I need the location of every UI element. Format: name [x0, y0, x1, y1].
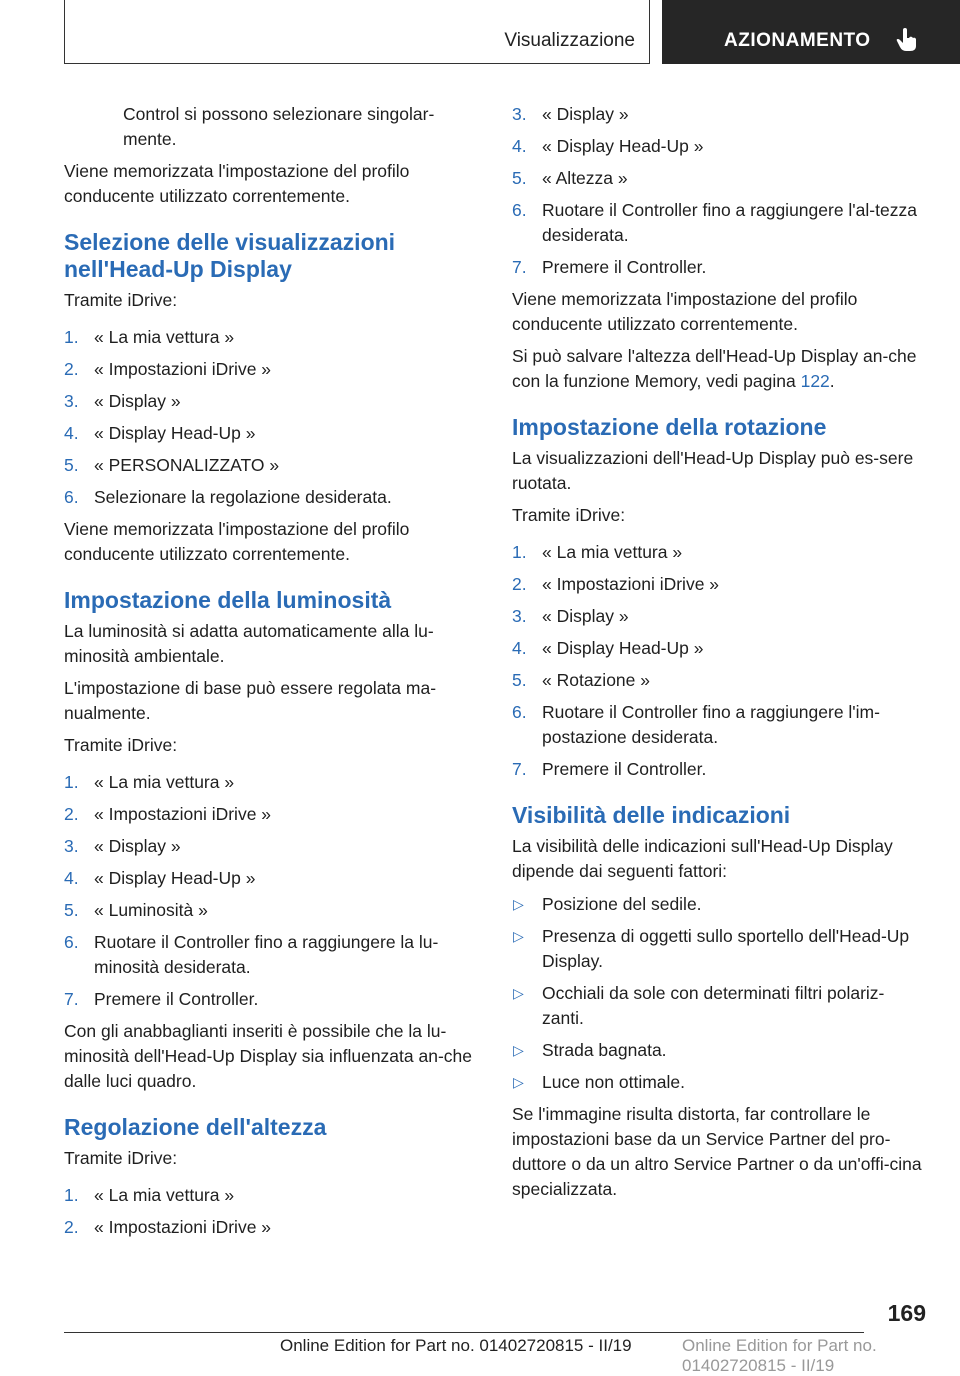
section-note: Viene memorizzata l'impostazione del profilo conducente utilizzato correntemente.: [64, 519, 410, 564]
step-item: [64, 930, 478, 980]
step-item: [64, 898, 478, 923]
step-item: [64, 389, 478, 414]
factor-text: Strada bagnata.: [542, 1040, 667, 1060]
step-item: [64, 421, 478, 446]
step-text: « Display »: [542, 104, 629, 124]
step-text: Premere il Controller.: [542, 257, 707, 277]
step-item: [512, 255, 926, 280]
left-column: [64, 102, 478, 1247]
step-item: [512, 198, 926, 248]
step-number: 6.: [64, 932, 79, 952]
step-text: « Display »: [94, 391, 181, 411]
step-text: « La mia vettura »: [94, 327, 235, 347]
section-heading-brightness: Impostazione della luminosità: [64, 587, 392, 613]
step-text: « Impostazioni iDrive »: [94, 804, 272, 824]
steps-list: [64, 325, 478, 510]
step-number: 3.: [64, 391, 79, 411]
step-text: « La mia vettura »: [94, 772, 235, 792]
right-column: [512, 102, 926, 1209]
page-number: 169: [887, 1300, 926, 1326]
step-text: Ruotare il Controller fino a raggiungere la lu-minosità desiderata.: [94, 932, 439, 977]
step-item: [512, 700, 926, 750]
step-item: [512, 757, 926, 782]
factor-item: [512, 924, 926, 974]
step-text: « PERSONALIZZATO »: [94, 455, 280, 475]
closing-note: Se l'immagine risulta distorta, far controllare le impostazioni base da un Service Partner del pro-duttore o da un altro Service Partner o da un'offi-cina specializzata.: [512, 1104, 922, 1199]
factor-item: [512, 1070, 926, 1095]
section-tab-label: Visualizzazione: [504, 30, 635, 51]
step-item: [512, 134, 926, 159]
step-number: 4.: [512, 638, 527, 658]
factor-item: [512, 892, 926, 917]
section-heading-selection: Selezione delle visualizzazioni nell'Head-Up Display: [64, 229, 396, 282]
chapter-tab-label: AZIONAMENTO: [724, 30, 871, 51]
step-text: Selezionare la regolazione desiderata.: [94, 487, 392, 507]
section-lead: Tramite iDrive:: [512, 505, 626, 525]
step-item: [64, 453, 478, 478]
step-item: [64, 834, 478, 859]
header-tabs: [64, 0, 960, 66]
factor-text: Luce non ottimale.: [542, 1072, 686, 1092]
step-number: 4.: [64, 868, 79, 888]
step-item: [64, 987, 478, 1012]
factor-text: Posizione del sedile.: [542, 894, 702, 914]
step-item: [64, 770, 478, 795]
steps-list: [512, 102, 926, 280]
hand-pointer-icon: [896, 28, 918, 52]
section-heading-rotation: Impostazione della rotazione: [512, 414, 827, 440]
step-item: [64, 802, 478, 827]
triangle-bullet-icon: ▷: [513, 1042, 524, 1058]
section-paragraph: La luminosità si adatta automaticamente alla lu-minosità ambientale.: [64, 621, 434, 666]
triangle-bullet-icon: ▷: [513, 896, 524, 912]
step-text: « Display Head-Up »: [542, 638, 704, 658]
step-text: « Impostazioni iDrive »: [94, 359, 272, 379]
factor-text: Occhiali da sole con determinati filtri polariz-zanti.: [542, 983, 885, 1028]
step-item: [64, 325, 478, 350]
step-number: 5.: [512, 670, 527, 690]
factor-item: [512, 1038, 926, 1063]
step-item: [512, 572, 926, 597]
step-number: 6.: [512, 200, 527, 220]
section-heading-height: Regolazione dell'altezza: [64, 1114, 327, 1140]
step-item: [64, 485, 478, 510]
step-number: 5.: [64, 455, 79, 475]
step-text: « Rotazione »: [542, 670, 650, 690]
watermark: Online Edition for Part no. 01402720815 - II/19: [682, 1336, 877, 1375]
section-paragraph: La visualizzazioni dell'Head-Up Display può es-sere ruotata.: [512, 448, 914, 493]
step-number: 5.: [512, 168, 527, 188]
step-number: 6.: [64, 487, 79, 507]
page-reference-link[interactable]: 122: [800, 371, 830, 391]
section-tab: [64, 0, 650, 64]
memory-text: Si può salvare l'altezza dell'Head-Up Display an-che con la funzione Memory, vedi pagina: [512, 346, 917, 391]
step-item: [512, 636, 926, 661]
step-number: 3.: [512, 606, 527, 626]
step-item: [64, 357, 478, 382]
step-number: 7.: [64, 989, 79, 1009]
chapter-tab: [662, 0, 960, 64]
triangle-bullet-icon: ▷: [513, 1074, 524, 1090]
step-text: « Display Head-Up »: [542, 136, 704, 156]
step-text: « Display »: [94, 836, 181, 856]
section-lead: Tramite iDrive:: [64, 1148, 178, 1168]
step-text: « La mia vettura »: [94, 1185, 235, 1205]
factor-text: Presenza di oggetti sullo sportello dell'Head-Up Display.: [542, 926, 910, 971]
step-number: 1.: [64, 327, 79, 347]
step-text: « Impostazioni iDrive »: [542, 574, 720, 594]
footer-divider: [64, 1332, 864, 1333]
step-number: 1.: [64, 1185, 79, 1205]
step-number: 1.: [64, 772, 79, 792]
step-number: 4.: [512, 136, 527, 156]
steps-list: [64, 770, 478, 1012]
section-paragraph: La visibilità delle indicazioni sull'Head-Up Display dipende dai seguenti fattori:: [512, 836, 893, 881]
step-text: Ruotare il Controller fino a raggiungere l'al-tezza desiderata.: [542, 200, 917, 245]
step-text: « Impostazioni iDrive »: [94, 1217, 272, 1237]
step-item: [64, 1215, 478, 1240]
step-number: 2.: [512, 574, 527, 594]
step-number: 4.: [64, 423, 79, 443]
step-text: Premere il Controller.: [94, 989, 259, 1009]
step-item: [512, 540, 926, 565]
step-text: « Display Head-Up »: [94, 868, 256, 888]
triangle-bullet-icon: ▷: [513, 985, 524, 1001]
step-number: 1.: [512, 542, 527, 562]
step-item: [512, 668, 926, 693]
step-item: [512, 102, 926, 127]
step-number: 7.: [512, 759, 527, 779]
step-text: « Luminosità »: [94, 900, 208, 920]
step-text: Premere il Controller.: [542, 759, 707, 779]
intro-note: Viene memorizzata l'impostazione del profilo conducente utilizzato correntemente.: [64, 161, 410, 206]
section-paragraph: L'impostazione di base può essere regolata ma-nualmente.: [64, 678, 437, 723]
memory-end: .: [829, 371, 835, 391]
step-text: Ruotare il Controller fino a raggiungere l'im-postazione desiderata.: [542, 702, 880, 747]
step-text: « Display »: [542, 606, 629, 626]
step-number: 3.: [512, 104, 527, 124]
steps-list: [64, 1183, 478, 1240]
factors-list: [512, 892, 926, 1095]
step-text: « Display Head-Up »: [94, 423, 256, 443]
steps-list: [512, 540, 926, 782]
section-note: Viene memorizzata l'impostazione del profilo conducente utilizzato correntemente.: [512, 289, 858, 334]
step-item: [512, 166, 926, 191]
intro-continuation: Control si possono selezionare singolar- mente.: [123, 104, 435, 149]
section-lead: Tramite iDrive:: [64, 735, 178, 755]
memory-note: [512, 344, 926, 394]
step-number: 3.: [64, 836, 79, 856]
step-item: [64, 1183, 478, 1208]
footer-edition: Online Edition for Part no. 01402720815 - II/19: [280, 1336, 632, 1355]
step-number: 5.: [64, 900, 79, 920]
section-note: Con gli anabbaglianti inseriti è possibile che la lu-minosità dell'Head-Up Display sia influenzata an-che dalle luci quadro.: [64, 1021, 472, 1091]
step-text: « Altezza »: [542, 168, 628, 188]
section-heading-visibility: Visibilità delle indicazioni: [512, 802, 791, 828]
step-number: 2.: [64, 804, 79, 824]
triangle-bullet-icon: ▷: [513, 928, 524, 944]
step-text: « La mia vettura »: [542, 542, 683, 562]
factor-item: [512, 981, 926, 1031]
step-number: 2.: [64, 1217, 79, 1237]
step-number: 6.: [512, 702, 527, 722]
step-item: [512, 604, 926, 629]
step-item: [64, 866, 478, 891]
step-number: 2.: [64, 359, 79, 379]
step-number: 7.: [512, 257, 527, 277]
section-lead: Tramite iDrive:: [64, 290, 178, 310]
